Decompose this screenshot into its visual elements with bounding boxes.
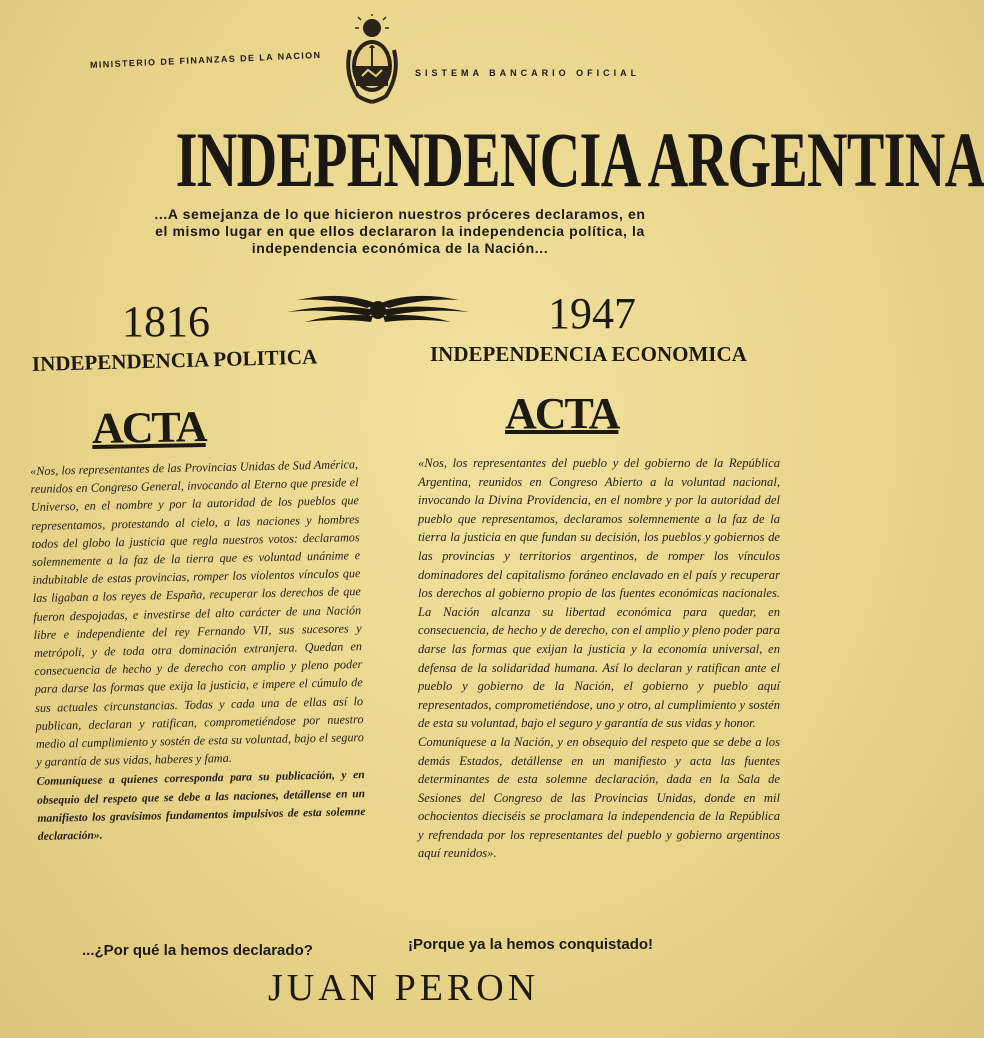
signature: JUAN PERON xyxy=(268,967,540,1009)
footer-question: ...¿Por qué la hemos declarado? xyxy=(82,942,313,959)
banking-system-label: SISTEMA BANCARIO OFICIAL xyxy=(415,68,641,78)
heading-economic-independence: INDEPENDENCIA ECONOMICA xyxy=(430,342,747,366)
subtitle-line: el mismo lugar en que ellos declararon la independencia política, la xyxy=(155,223,645,239)
act-1816-text xyxy=(30,455,366,846)
act-1947-text xyxy=(418,454,780,863)
subtitle-line: ...A semejanza de lo que hicieron nuestros próceres declaramos, en xyxy=(154,206,646,222)
year-1947: 1947 xyxy=(548,289,636,338)
year-1816: 1816 xyxy=(122,297,210,346)
acta-heading-1947: ACTA xyxy=(505,389,619,438)
ministry-label: MINISTERIO DE FINANZAS DE LA NACION xyxy=(89,49,322,70)
argentina-coat-of-arms-icon xyxy=(340,14,404,104)
acta-heading-1816: ACTA xyxy=(91,402,206,453)
footer-answer: ¡Porque ya la hemos conquistado! xyxy=(408,936,654,953)
wings-emblem-icon xyxy=(283,286,473,330)
heading-political-independence: INDEPENDENCIA POLITICA xyxy=(31,344,318,376)
paragraph: «Nos, los representantes del pueblo y del gobierno de la República Argentina, reunidos en Congreso Abierto a la voluntad nacional, invocando la Divina Providencia, en el nombre y por la autoridad del pueblo que representamos, declaramos solemnemente a la faz de la tierra la justicia en que fundan su decisión, los pueblos y gobiernos de las provincias y territorios argentinos, de romper los vínculos dominadores del capitalismo foráneo enclavado en el país y recuperar los derechos al gobierno propio de las fuentes económicas nacionales. La Nación alcanza su libertad económica para quedar, en consecuencia, de hecho y de derecho, con el amplio y pleno poder para darse las formas que exijan la justicia y la economía universal, en defensa de la solidaridad humana. Así lo declaran y ratifican ante el pueblo y gobierno de la Nación, el gobierno y pueblo aquí representados, comprometiéndose, uno y otro, al cumplimiento y sostén de esta su voluntad, bajo el seguro y garantía de sus vidas y honor. xyxy=(418,456,780,731)
page-title: INDEPENDENCIA ARGENTINA xyxy=(175,116,984,203)
subtitle-line: independencia económica de la Nación... xyxy=(251,240,549,256)
subtitle xyxy=(80,206,720,257)
paragraph: «Nos, los representantes de las Provincias Unidas de Sud América, reunidos en Congreso General, invocando al Eterno que preside el Universo, en el nombre y por la autoridad de los pueblos que representamos, protestando al cielo, a las naciones y hombres todos del globo la justicia que regla nuestros votos: declaramos solemnemente a la faz de la tierra que es voluntad unánime e indubitable de estas provincias, romper los violentos vínculos que las ligaban a los reyes de España, recuperar los derechos de que fueron despojadas, e investirse del alto carácter de una Nación libre e independiente del rey Fernando VII, sus sucesores y metrópoli, y de toda otra dominación extranjera. Quedan en consecuencia de hecho y de derecho con amplio y pleno poder para darse las formas que exija la justicia, e impere el cúmulo de sus actuales circunstancias. Todas y cada una de ellas así lo publican, declaran y ratifican, comprometiéndose por nuestro medio al cumplimiento y sostén de esta su voluntad, bajo el seguro y garantía de sus vidas, haberes y fama. xyxy=(30,457,364,770)
paragraph: Comuníquese a la Nación, y en obsequio del respeto que se debe a los demás Estados, detállense en un manifiesto y acta las fuentes determinantes de esta solemne declaración, dada en la Sala de Sesiones del Congreso de las Provincias Unidas, donde en mil ochocientos dieciséis se proclamara la independencia de la República y refrendada por los representantes del pueblo y gobierno argentinos aquí reunidos». xyxy=(418,734,780,861)
paragraph: Comuníquese a quienes corresponda para su publicación, y en obsequio del respeto que se debe a las naciones, detállense en un manifiesto los gravísimos fundamentos impulsivos de esta solemne declaración». xyxy=(36,768,366,843)
